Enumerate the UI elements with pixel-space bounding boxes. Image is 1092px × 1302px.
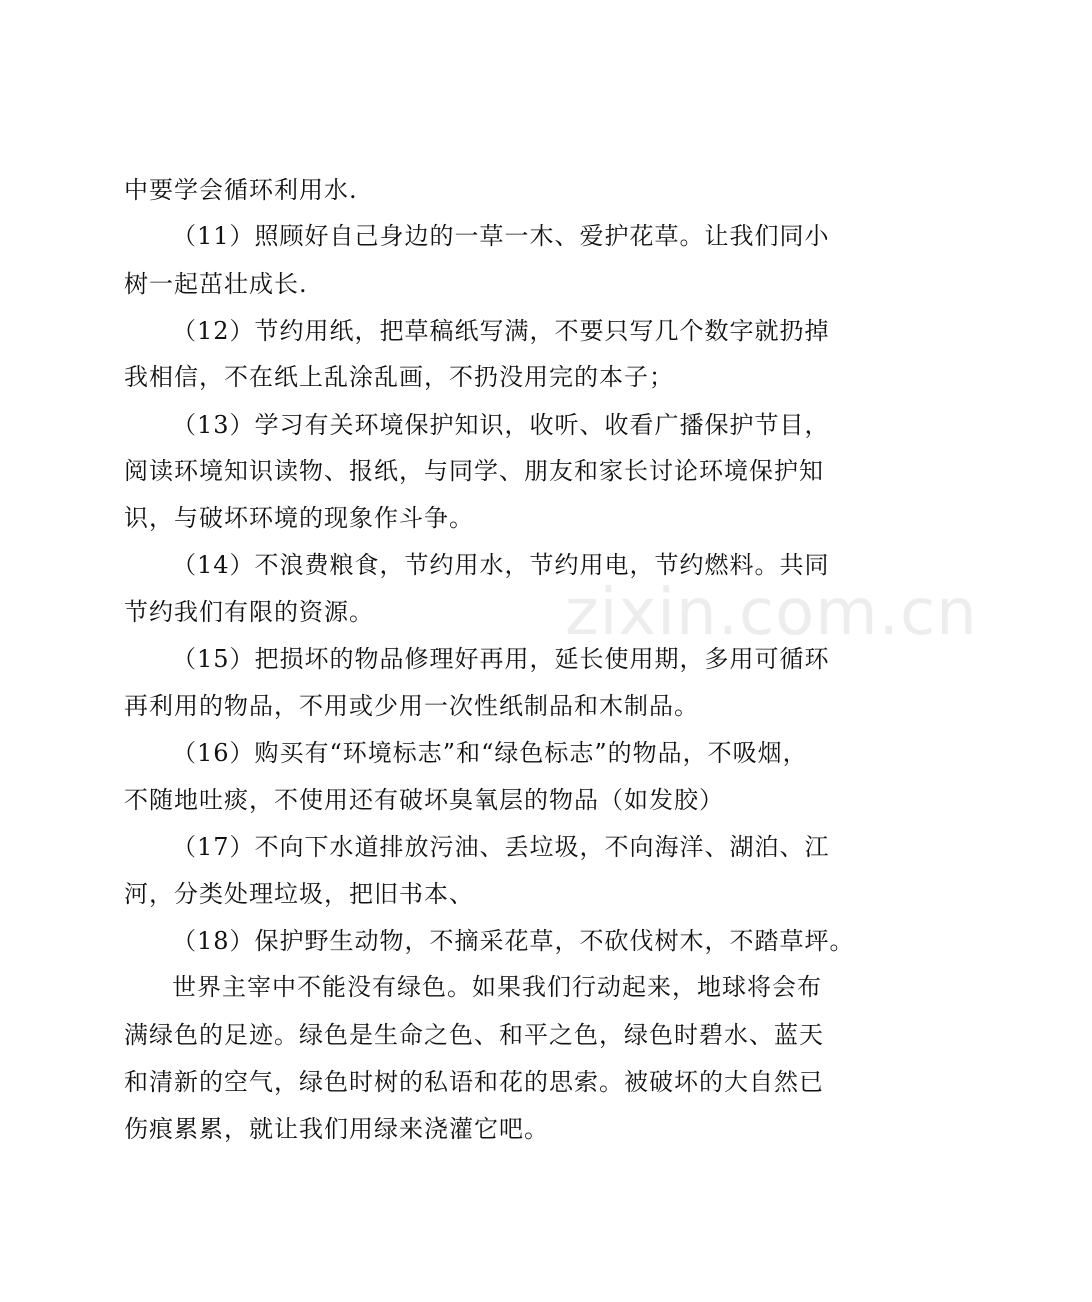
text-line: 和清新的空气，绿色时树的私语和花的思索。被破坏的大自然已 (124, 1068, 824, 1096)
text-line: 阅读环境知识读物、报纸，与同学、朋友和家长讨论环境保护知 (124, 457, 824, 485)
text-line: 河，分类处理垃圾，把旧书本、 (124, 880, 474, 908)
text-line: 满绿色的足迹。绿色是生命之色、和平之色，绿色时碧水、蓝天 (124, 1021, 824, 1049)
text-line: （17）不向下水道排放污油、丢垃圾，不向海洋、湖泊、江 (172, 833, 830, 861)
text-line: 中要学会循环利用水. (124, 176, 358, 204)
text-line: 节约我们有限的资源。 (124, 598, 374, 626)
text-line: （16）购买有“环境标志”和“绿色标志”的物品，不吸烟， (172, 739, 808, 767)
text-line: 不随地吐痰，不使用还有破坏臭氧层的物品（如发胶） (124, 786, 724, 814)
text-line: 再利用的物品，不用或少用一次性纸制品和木制品。 (124, 692, 699, 720)
text-line: （12）节约用纸，把草稿纸写满，不要只写几个数字就扔掉 (172, 317, 830, 345)
text-line: 伤痕累累，就让我们用绿来浇灌它吧。 (124, 1115, 549, 1143)
text-line: （15）把损坏的物品修理好再用，延长使用期，多用可循环 (172, 645, 830, 673)
text-line: 树一起茁壮成长. (124, 270, 308, 298)
watermark: zixin.com.cn (565, 576, 978, 650)
text-line: （14）不浪费粮食，节约用水，节约用电，节约燃料。共同 (172, 551, 830, 579)
text-line: 识，与破坏环境的现象作斗争。 (124, 504, 474, 532)
text-line: （13）学习有关环境保护知识，收听、收看广播保护节目， (172, 411, 830, 439)
text-line: （18）保护野生动物，不摘采花草，不砍伐树木，不踏草坪。 (172, 927, 855, 955)
text-line: （11）照顾好自己身边的一草一木、爱护花草。让我们同小 (172, 222, 830, 250)
text-line: 世界主宰中不能没有绿色。如果我们行动起来，地球将会布 (172, 973, 822, 1001)
text-line: 我相信，不在纸上乱涂乱画，不扔没用完的本子； (124, 363, 674, 391)
